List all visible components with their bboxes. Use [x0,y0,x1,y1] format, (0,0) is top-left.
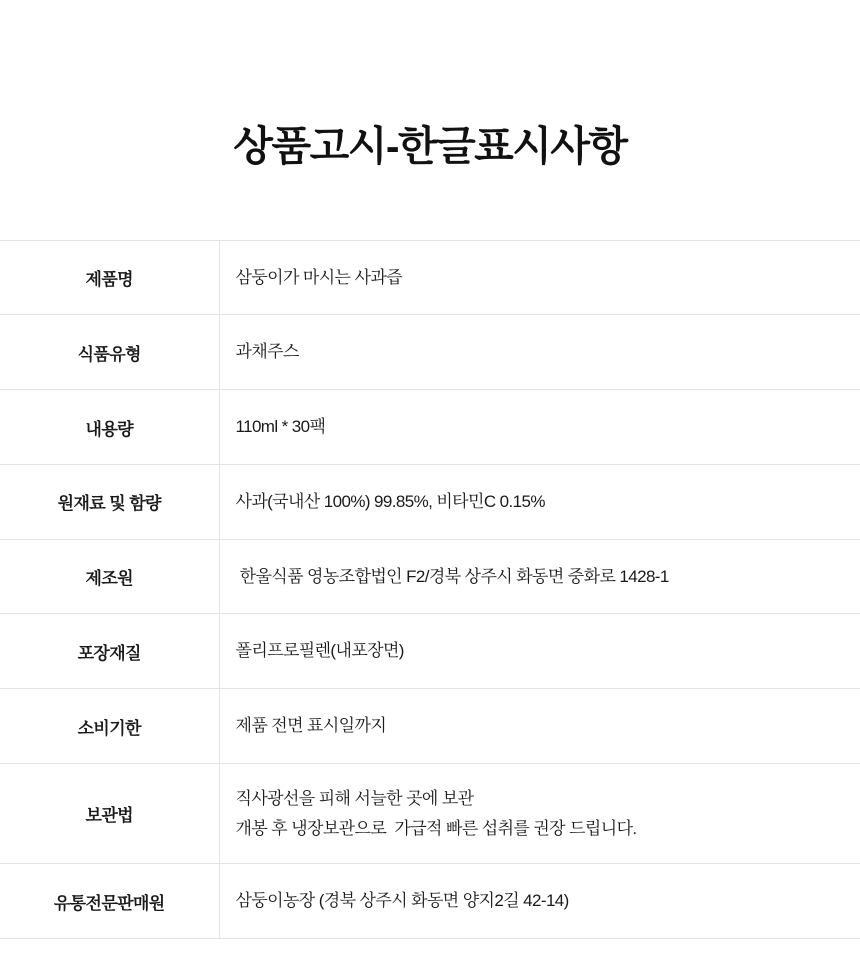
table-row [0,614,860,689]
table-row [0,240,860,315]
spec-value-line: 과채주스 [235,342,299,362]
spec-value-line: 폴리프로필렌(내포장면) [235,641,404,661]
spec-label-expiration: 소비기한 [0,689,219,764]
spec-table-body [0,240,860,939]
spec-value-line: 110ml * 30팩 [235,417,326,437]
table-row [0,390,860,465]
spec-value-distributor [219,864,860,939]
spec-value-line: 제품 전면 표시일까지 [235,716,387,736]
spec-label-ingredients: 원재료 및 함량 [0,464,219,539]
spec-value-product-name [219,240,860,315]
table-row [0,315,860,390]
table-row [0,864,860,939]
spec-value-volume [219,390,860,465]
product-notice-page [0,27,860,971]
spec-value-food-type [219,315,860,390]
spec-value-line: 한울식품 영농조합법인 F2/경북 상주시 화동면 중화로 1428-1 [235,566,669,586]
spec-label-product-name: 제품명 [0,240,219,315]
table-row [0,539,860,614]
product-spec-table [0,240,860,940]
table-row [0,464,860,539]
table-row [0,763,860,864]
spec-value-line: 삼둥이농장 (경북 상주시 화동면 양지2길 42-14) [235,891,569,911]
page-title: 상품고시-한글표시사항 [233,123,627,170]
spec-label-storage: 보관법 [0,763,219,864]
spec-label-volume: 내용량 [0,390,219,465]
spec-label-packaging-material: 포장재질 [0,614,219,689]
spec-value-storage [219,763,860,864]
spec-value-line: 직사광선을 피해 서늘한 곳에 보관 [235,788,474,808]
spec-value-line: 개봉 후 냉장보관으로 가급적 빠른 섭취를 권장 드립니다. [235,818,637,838]
spec-value-line: 사과(국내산 100%) 99.85%, 비타민C 0.15% [235,491,545,511]
spec-label-distributor: 유통전문판매원 [0,864,219,939]
spec-label-manufacturer: 제조원 [0,539,219,614]
spec-value-packaging-material [219,614,860,689]
spec-value-manufacturer [219,539,860,614]
spec-value-ingredients [219,464,860,539]
spec-label-food-type: 식품유형 [0,315,219,390]
table-row [0,689,860,764]
spec-value-line: 삼둥이가 마시는 사과즙 [235,267,402,287]
spec-value-expiration [219,689,860,764]
